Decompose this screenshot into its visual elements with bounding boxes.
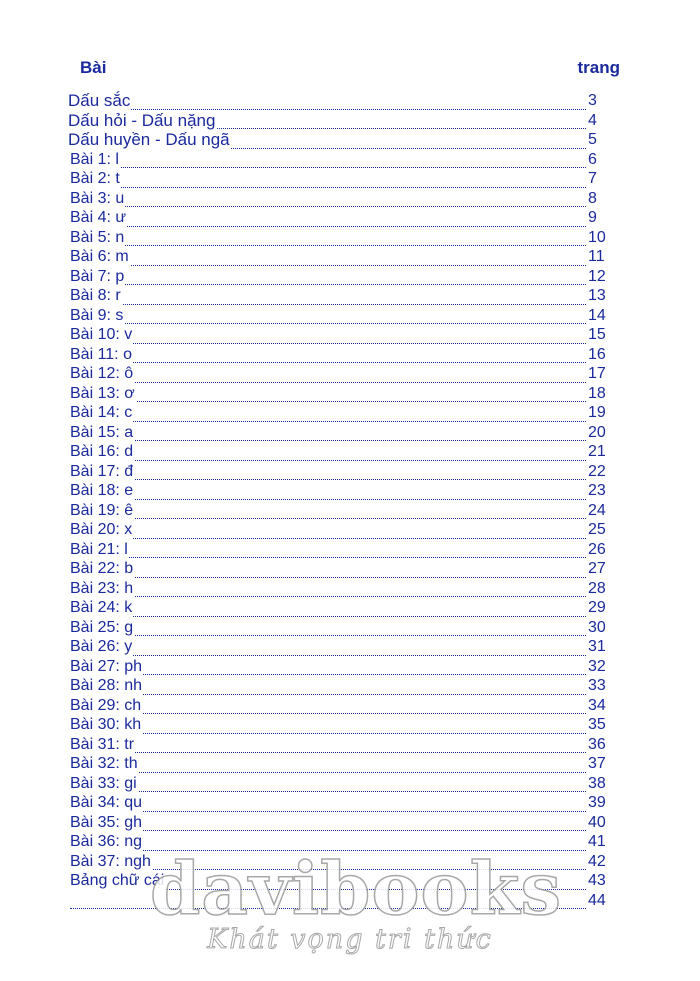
toc-entry-page: 34 (588, 696, 606, 714)
watermark-slogan: Khát vọng tri thức (207, 924, 493, 955)
toc-leader-dots (70, 557, 586, 558)
toc-entry (0, 814, 700, 834)
toc-entry (0, 307, 700, 327)
toc-entry (0, 619, 700, 639)
toc-entry-page: 32 (588, 657, 606, 675)
toc-entry (0, 385, 700, 405)
toc-leader-dots (70, 304, 586, 305)
toc-leader-dots (70, 850, 586, 851)
toc-leader-dots (70, 323, 586, 324)
toc-entry-page: 16 (588, 345, 606, 363)
toc-entry-page: 19 (588, 404, 606, 421)
toc-entry-page: 41 (588, 833, 606, 850)
toc-leader-dots (70, 752, 586, 753)
toc-entry (0, 151, 700, 171)
toc-entry-page: 33 (588, 677, 606, 694)
toc-leader-dots (70, 694, 586, 695)
toc-entry-title: Bài 14: c (70, 404, 133, 421)
toc-entry (0, 365, 700, 385)
toc-entry-page: 40 (588, 813, 606, 831)
toc-entry (0, 92, 700, 112)
toc-leader-dots (70, 577, 586, 578)
toc-entry-page: 14 (588, 306, 606, 324)
toc-entry-page: 6 (588, 150, 597, 168)
toc-entry (0, 716, 700, 736)
toc-leader-dots (70, 362, 586, 363)
toc-entry (0, 521, 700, 541)
toc-entry (0, 443, 700, 463)
toc-entry-title: Bài 30: kh (70, 716, 142, 733)
toc-leader-dots (70, 265, 586, 266)
toc-entry-page: 29 (588, 599, 606, 616)
toc-entry-page: 15 (588, 326, 606, 343)
toc-entry-title: Bài 18: e (70, 482, 134, 499)
column-header-lesson: Bài (80, 58, 107, 77)
toc-entry (0, 482, 700, 502)
toc-leader-dots (70, 655, 586, 656)
toc-entry-page: 37 (588, 755, 606, 772)
toc-leader-dots (70, 440, 586, 441)
toc-entry-page: 35 (588, 716, 606, 733)
toc-entry (0, 190, 700, 210)
toc-entry (0, 775, 700, 795)
toc-entry (0, 463, 700, 483)
toc-entry (0, 424, 700, 444)
toc-entry-page: 13 (588, 287, 606, 304)
toc-entry-title: Bài 21: l (70, 540, 128, 558)
toc-leader-dots (68, 109, 586, 110)
toc-entry-title: Bài 29: ch (70, 696, 142, 714)
toc-entry-title: Bài 15: a (70, 423, 134, 441)
toc-entry (0, 346, 700, 366)
toc-entry (0, 638, 700, 658)
toc-entry-page: 18 (588, 384, 606, 402)
toc-entry-title: Bài 9: s (70, 306, 124, 324)
toc-entry-page: 11 (588, 248, 605, 265)
toc-entry-page: 17 (588, 365, 606, 382)
toc-entry (0, 794, 700, 814)
toc-entry (0, 229, 700, 249)
toc-leader-dots (70, 421, 586, 422)
toc-entry-title: Bài 20: x (70, 521, 133, 538)
toc-entry-page: 23 (588, 482, 606, 499)
toc-entry-page: 3 (588, 92, 597, 109)
toc-entry (0, 755, 700, 775)
toc-leader-dots (70, 499, 586, 500)
toc-entry (0, 599, 700, 619)
toc-entry-page: 10 (588, 228, 606, 246)
toc-entry-page: 44 (588, 891, 606, 909)
toc-leader-dots (70, 713, 586, 714)
toc-entry-page: 5 (588, 131, 597, 148)
toc-entry-page: 21 (588, 443, 606, 460)
toc-entry (0, 170, 700, 190)
toc-entry-page: 43 (588, 872, 606, 889)
toc-entry (0, 326, 700, 346)
toc-entry-title: Bài 11: o (70, 345, 132, 363)
toc-entry-page: 39 (588, 794, 606, 811)
toc-leader-dots (70, 206, 586, 207)
toc-entry-page: 9 (588, 209, 597, 226)
toc-entry-title: Bài 23: h (70, 579, 134, 597)
toc-entry-title: Bài 2: t (70, 170, 120, 187)
toc-entry-title: Bảng chữ cái (70, 872, 165, 889)
toc-entry-title: Bài 28: nh (70, 677, 143, 694)
toc-entry (0, 209, 700, 229)
toc-leader-dots (70, 284, 586, 285)
toc-entry-page: 42 (588, 852, 606, 870)
toc-entry-page: 30 (588, 618, 606, 636)
toc-entry (0, 560, 700, 580)
toc-entry (0, 404, 700, 424)
toc-entry-title: Bài 35: gh (70, 813, 143, 831)
toc-leader-dots (70, 460, 586, 461)
toc-entry-title: Bài 10: v (70, 326, 133, 343)
toc-entry-page: 22 (588, 462, 606, 480)
toc-entry-title: Bài 34: qu (70, 794, 143, 811)
toc-leader-dots (70, 187, 586, 188)
toc-entry-title: Bài 19: ê (70, 501, 134, 519)
toc-entry-title: Bài 33: gi (70, 774, 137, 792)
toc-entry-title: Bài 25: g (70, 618, 134, 636)
toc-entry-title: Bài 32: th (70, 755, 138, 772)
toc-entry-page: 38 (588, 774, 606, 792)
toc-entry-page: 12 (588, 267, 606, 285)
toc-entry-page: 31 (588, 638, 606, 655)
toc-entry-page: 36 (588, 735, 606, 753)
toc-entry-title: Bài 5: n (70, 228, 125, 246)
toc-entry-title: Dấu sắc (68, 91, 131, 110)
toc-entry (0, 853, 700, 873)
toc-entry-page: 24 (588, 501, 606, 519)
toc-leader-dots (70, 226, 586, 227)
toc-leader-dots (70, 908, 586, 909)
toc-entry-title: Bài 37: ngh (70, 852, 151, 870)
toc-entry-title: Bài 36: ng (70, 833, 143, 850)
toc-entry-title: Bài 3: u (70, 189, 125, 207)
toc-leader-dots (70, 401, 586, 402)
toc-entry (0, 697, 700, 717)
toc-entry-title: Bài 4: ư (70, 209, 127, 226)
toc-entry (0, 131, 700, 151)
toc-leader-dots (70, 167, 586, 168)
toc-leader-dots (70, 538, 586, 539)
toc-leader-dots (70, 635, 586, 636)
toc-leader-dots (70, 382, 586, 383)
toc-entry (0, 677, 700, 697)
toc-entry-page: 20 (588, 423, 606, 441)
toc-entry-title: Dấu huyền - Dấu ngã (68, 130, 230, 149)
toc-entry-page: 26 (588, 540, 606, 558)
toc-entry (0, 112, 700, 132)
toc-entry (0, 872, 700, 892)
toc-leader-dots (70, 772, 586, 773)
toc-entry-title: Bài 16: d (70, 443, 134, 460)
toc-entry-page: 25 (588, 521, 606, 538)
toc-entry (0, 541, 700, 561)
toc-leader-dots (70, 518, 586, 519)
toc-leader-dots (70, 674, 586, 675)
toc-entry-page: 28 (588, 579, 606, 597)
toc-entry-title: Bài 17: đ (70, 462, 134, 480)
toc-entry (0, 658, 700, 678)
toc-leader-dots (70, 791, 586, 792)
toc-leader-dots (70, 343, 586, 344)
toc-entry (0, 248, 700, 268)
toc-entry-title: Bài 13: ơ (70, 384, 135, 402)
toc-entry-page: 7 (588, 170, 597, 187)
toc-entry-page: 8 (588, 189, 597, 207)
toc-leader-dots (70, 733, 586, 734)
toc-entry-title: Bài 12: ô (70, 365, 134, 382)
toc-entry-page: 4 (588, 111, 597, 129)
toc-entry-title: Bài 27: ph (70, 657, 143, 675)
toc-entry-title: Bài 22: b (70, 560, 134, 577)
toc-entry (0, 268, 700, 288)
toc-entry-title: Dấu hỏi - Dấu nặng (68, 110, 216, 130)
toc-entry-page: 27 (588, 560, 606, 577)
watermark-brand: davibooks (150, 846, 562, 931)
toc-entry (0, 892, 700, 912)
toc-entry (0, 736, 700, 756)
toc-entry (0, 833, 700, 853)
toc-entry (0, 287, 700, 307)
toc-entry (0, 580, 700, 600)
toc-entry-title: Bài 7: p (70, 267, 125, 285)
toc-entry-title: Bài 26: y (70, 638, 133, 655)
toc-entry-title: Bài 31: tr (70, 735, 135, 753)
toc-leader-dots (70, 596, 586, 597)
column-header-page: trang (577, 58, 620, 77)
toc-entry-title: Bài 1: l (70, 150, 119, 168)
toc-leader-dots (70, 245, 586, 246)
toc-entry-title: Bài 24: k (70, 599, 133, 616)
toc-leader-dots (70, 830, 586, 831)
toc-leader-dots (70, 616, 586, 617)
toc-entry-title: Bài 8: r (70, 287, 121, 304)
toc-entry (0, 502, 700, 522)
toc-entry-title: Bài 6: m (70, 248, 129, 265)
toc-leader-dots (70, 479, 586, 480)
toc-leader-dots (70, 811, 586, 812)
